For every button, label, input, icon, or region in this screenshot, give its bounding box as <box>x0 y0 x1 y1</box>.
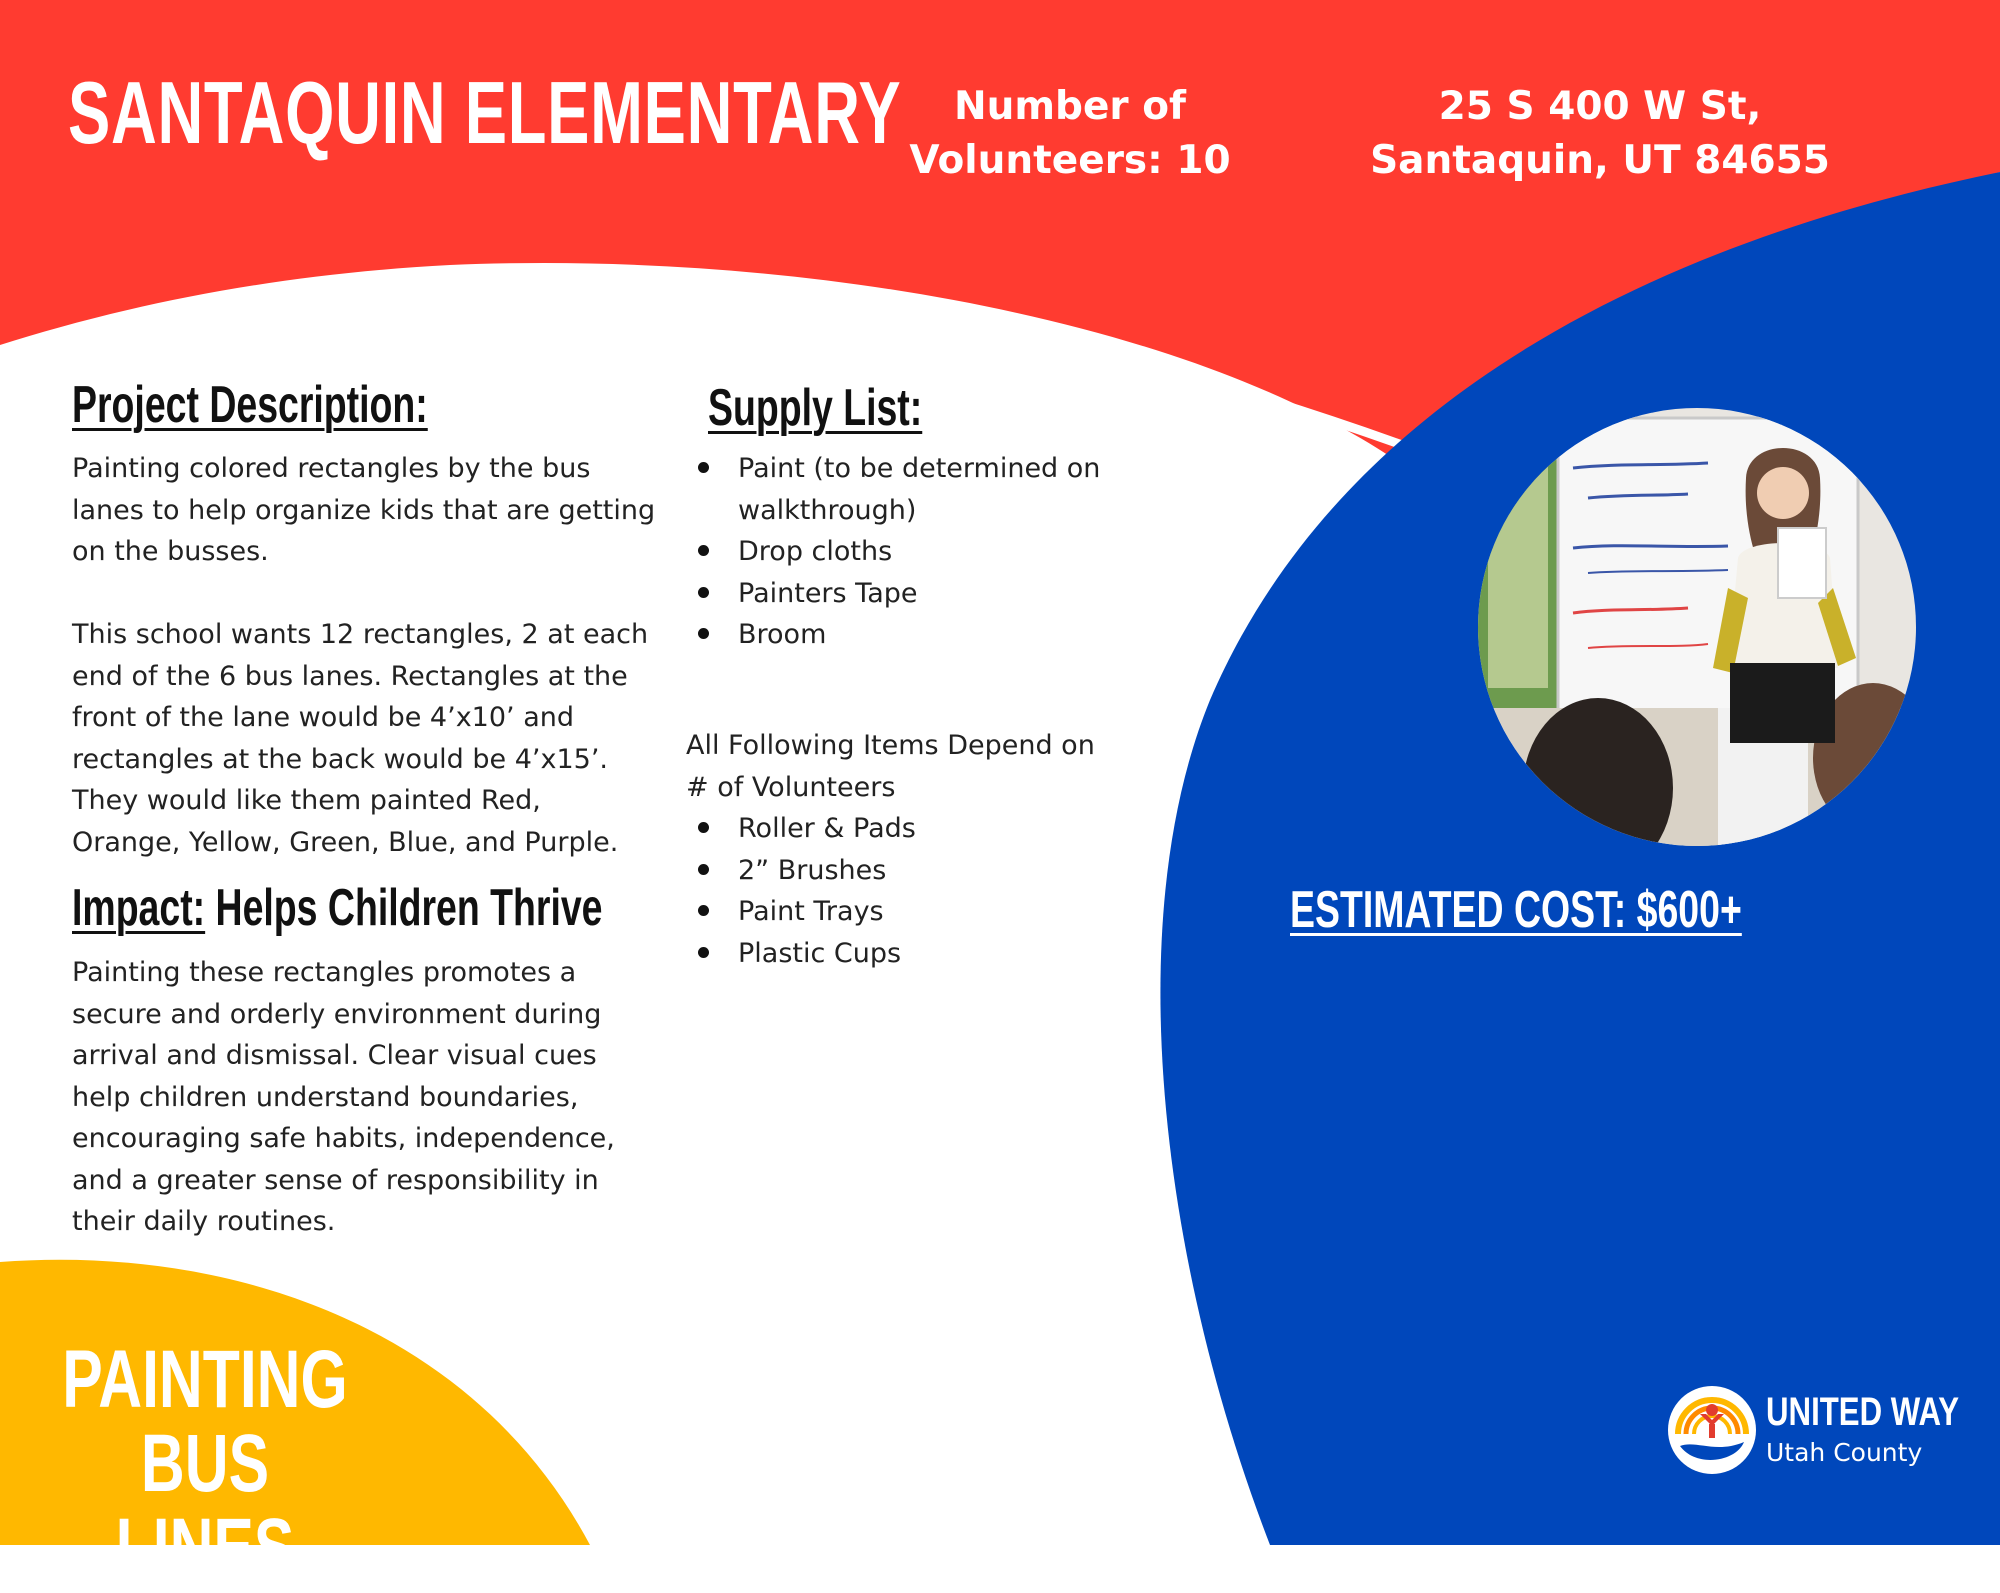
list-item: 2” Brushes <box>686 850 1106 892</box>
project-description-text <box>72 448 657 863</box>
logo-name: UNITED WAY <box>1766 1390 1960 1434</box>
list-item: Paint Trays <box>686 891 1106 933</box>
project-description-paragraph-2: This school wants 12 rectangles, 2 at each end of the 6 bus lanes. Rectangles at the front of the lane would be 4’x10’ and rectangles at the back would be 4’x15’. They would like them painted Red, Orange, Yellow, Green, Blue, and Purple. <box>72 619 649 858</box>
project-title-line-2: LINES <box>115 1502 295 1593</box>
volunteers-line-1: Number of <box>954 84 1186 129</box>
supply-list-heading: Supply List: <box>708 379 923 437</box>
united-way-emblem-icon <box>1666 1384 1758 1476</box>
list-item: Drop cloths <box>686 531 1106 573</box>
impact-value: Helps Children Thrive <box>215 879 603 937</box>
impact-text: Painting these rectangles promotes a secure and orderly environment during arrival and dismissal. Clear visual cues help children understand boundaries, encouraging safe habits, independence, and a greater sense of responsibility in their daily routines. <box>72 957 615 1237</box>
logo-subtitle: Utah County <box>1766 1438 1923 1467</box>
united-way-logo <box>1666 1380 1966 1480</box>
school-name: SANTAQUIN ELEMENTARY <box>68 63 902 162</box>
list-item: Broom <box>686 614 1106 656</box>
classroom-photo <box>1478 408 1916 846</box>
impact-label: Impact: <box>72 879 206 937</box>
list-item: Roller & Pads <box>686 808 1106 850</box>
volunteer-count <box>900 80 1240 188</box>
school-address <box>1360 80 1840 188</box>
project-title-line-1: PAINTING BUS <box>62 1334 348 1509</box>
list-item: Painters Tape <box>686 573 1106 615</box>
estimated-cost: ESTIMATED COST: $600+ <box>1290 881 1742 939</box>
volunteers-line-2: Volunteers: 10 <box>909 138 1231 183</box>
impact-heading <box>72 878 603 938</box>
project-description-paragraph-1: Painting colored rectangles by the bus lanes to help organize kids that are getting on the busses. <box>72 453 656 567</box>
supply-note: All Following Items Depend on # of Volunteers <box>686 730 1095 803</box>
list-item: Plastic Cups <box>686 933 1106 975</box>
project-description-heading: Project Description: <box>72 376 428 434</box>
project-title <box>0 1334 410 1593</box>
supply-list <box>686 448 1106 656</box>
address-line-1: 25 S 400 W St, <box>1438 84 1762 129</box>
volunteer-supply-list <box>686 808 1106 974</box>
list-item: Paint (to be determined on walkthrough) <box>686 448 1106 531</box>
address-line-2: Santaquin, UT 84655 <box>1370 138 1830 183</box>
